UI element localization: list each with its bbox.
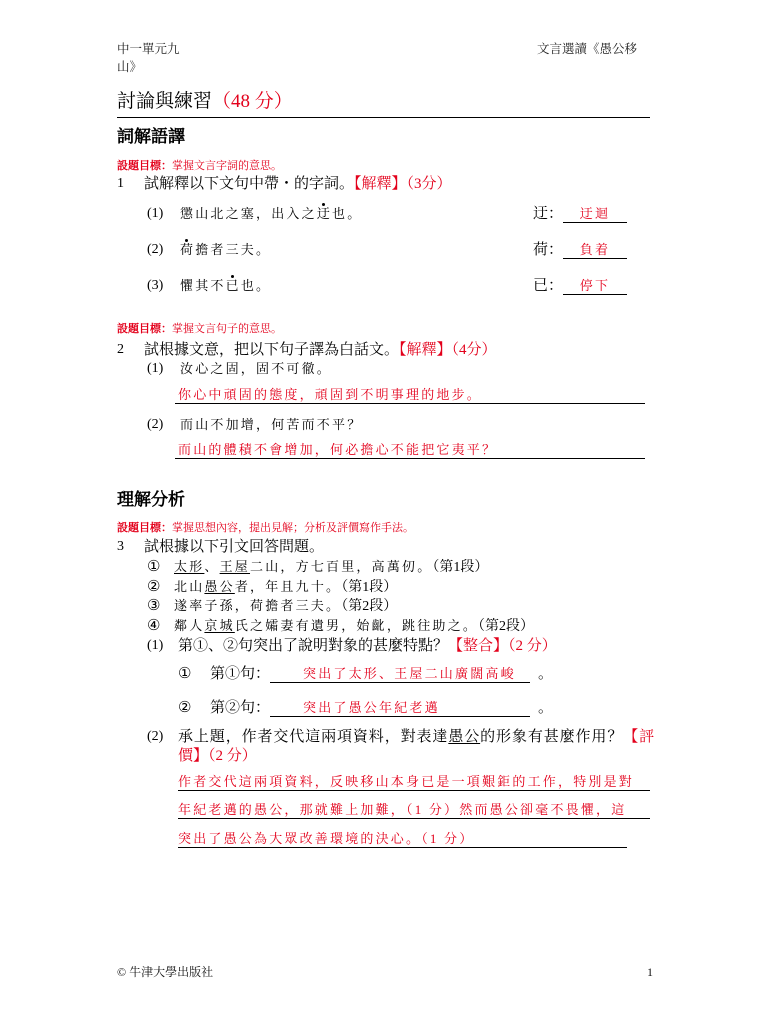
answer-end-mark: 。	[538, 700, 554, 716]
q1-goal-text: 掌握文言字詞的意思。	[172, 160, 282, 172]
q1-number: 1	[117, 176, 124, 191]
quote-segment: 者，年且九十。	[234, 579, 342, 594]
q3-sub1-answer: 突出了愚公年紀老邁	[270, 699, 530, 717]
sentence-post: 也。	[240, 278, 272, 293]
q2-item-sentence: 而山不加增，何苦而不平？	[180, 417, 363, 432]
q1-prompt	[144, 175, 452, 193]
q1-item-term: 迂：	[533, 206, 564, 222]
quote-segment: 氏之孀妻有遺男，始齔，跳往助之。	[234, 618, 479, 633]
underlined-term: 愚公	[204, 579, 235, 594]
q3-sub2-answer-line: 作者交代這兩項資料，反映移山本身已是一項艱鉅的工作，特別是對	[178, 773, 650, 791]
sentence-pre: 懼其不	[180, 278, 226, 293]
q2-item-number: (1)	[147, 361, 164, 376]
dotted-character: 迂	[316, 206, 333, 221]
q2-goal-text: 掌握文言句子的意思。	[172, 323, 282, 335]
answer-marker: ②	[178, 700, 192, 716]
q2-item-sentence: 汝心之固，固不可徹。	[180, 361, 333, 376]
q1-item-answer: 停下	[563, 277, 627, 295]
answer-label: 第①句：	[210, 666, 271, 682]
q2-item-answer: 你心中頑固的態度，頑固到不明事理的地步。	[175, 386, 645, 404]
header-unit: 中一單元九	[117, 42, 180, 56]
footer-copyright: © 牛津大學出版社	[117, 965, 214, 979]
dotted-character: 荷	[180, 242, 196, 257]
q2-goal-label: 設題目標：	[117, 323, 172, 335]
underlined-term: 愚公	[448, 729, 481, 745]
q1-goal-label: 設題目標：	[117, 160, 172, 172]
q1-item-term: 已：	[533, 278, 564, 294]
q3-sub2-answer-line: 年紀老邁的愚公，那就難上加難，（1 分）然而愚公卻毫不畏懼，這	[178, 801, 650, 819]
q3-sub1-prompt	[178, 637, 557, 655]
dotted-character: 已	[225, 278, 241, 293]
quote-segment: 二山，方七百里，高萬仞。	[250, 559, 433, 574]
page-title	[117, 91, 293, 113]
q3-prompt: 試根據以下引文回答問題。	[144, 539, 325, 555]
q1-item-number: (3)	[147, 278, 164, 293]
title-divider	[117, 117, 650, 118]
q2-prompt-text: 試根據文意，把以下句子譯為白話文。	[144, 342, 400, 358]
q1-item-number: (1)	[147, 206, 164, 221]
q3-sub1-text: 第①、②句突出了說明對象的甚麼特點？	[178, 638, 449, 654]
q2-number: 2	[117, 342, 124, 357]
quote-marker: ④	[147, 618, 161, 634]
q3-number: 3	[117, 539, 124, 554]
q2-item-number: (2)	[147, 417, 164, 432]
quote-text	[174, 578, 397, 597]
quote-source: （第1段）	[432, 560, 489, 575]
page-title-score: （48 分）	[212, 91, 293, 112]
answer-end-mark: 。	[538, 666, 554, 682]
answer-label: 第②句：	[210, 700, 271, 716]
quote-source: （第2段）	[478, 619, 535, 634]
q3-sub2-tag-continued: 價】（2 分）	[178, 748, 257, 764]
sentence-post: 也。	[332, 206, 363, 221]
q1-item-answer: 負着	[563, 241, 627, 259]
q1-tag: 【解釋】（3分）	[354, 176, 452, 192]
underlined-term: 太形	[174, 559, 205, 574]
q1-item-sentence	[180, 205, 362, 223]
q1-item-answer: 迂迴	[563, 205, 627, 223]
section-heading-vocabulary: 詞解語譯	[117, 127, 185, 146]
q3-sub1-number: (1)	[147, 638, 164, 653]
quote-marker: ③	[147, 598, 161, 614]
section-heading-analysis: 理解分析	[117, 490, 185, 509]
q1-item-number: (2)	[147, 242, 164, 257]
q1-prompt-text: 試解釋以下文句中帶・的字詞。	[144, 176, 355, 192]
quote-segment: 鄰人	[174, 618, 205, 633]
answer-marker: ①	[178, 666, 192, 682]
quote-segment: 遂率子孫，荷擔者三夫。	[174, 598, 342, 613]
quote-text	[174, 617, 534, 636]
quote-source: （第2段）	[341, 599, 398, 614]
q2-goal	[117, 323, 282, 336]
q2-tag: 【解釋】（4分）	[399, 342, 497, 358]
q3-sub1-tag: 【整合】（2 分）	[448, 638, 557, 654]
q1-item-sentence	[180, 277, 271, 295]
q2-prompt	[144, 341, 497, 359]
q1-goal	[117, 160, 282, 173]
header-unit-wrap: 山》	[117, 60, 143, 74]
q1-item-sentence	[180, 241, 271, 259]
quote-marker: ②	[147, 579, 161, 595]
q3-sub2-tag: 【評	[623, 729, 656, 745]
q3-sub1-answer: 突出了太形、王屋二山廣闊高峻	[270, 665, 530, 683]
quote-text	[174, 597, 397, 616]
underlined-term: 王屋	[219, 559, 251, 574]
quote-segment: 、	[204, 559, 220, 574]
header-topic: 文言選讀《愚公移	[537, 42, 638, 56]
sentence-post: 擔者三夫。	[195, 242, 272, 257]
sentence-pre: 懲山北之塞，出入之	[180, 206, 317, 221]
q3-sub2-prompt	[178, 728, 655, 746]
quote-source: （第1段）	[341, 580, 398, 595]
quote-marker: ①	[147, 559, 161, 575]
q3-sub2-text-post: 的形象有甚麼作用？	[480, 729, 624, 745]
q3-goal-label: 設題目標：	[117, 522, 172, 534]
q2-item-answer: 而山的體積不會增加，何必擔心不能把它夷平？	[175, 441, 645, 459]
page-number: 1	[647, 965, 653, 979]
quote-segment: 北山	[174, 579, 205, 594]
q3-sub2-text-pre: 承上題，作者交代這兩項資料，對表達	[178, 729, 449, 745]
page-title-text: 討論與練習	[117, 91, 213, 112]
q3-sub2-number: (2)	[147, 729, 164, 744]
q3-goal	[117, 522, 414, 535]
q1-item-term: 荷：	[533, 242, 564, 258]
q3-sub2-answer-line: 突出了愚公為大眾改善環境的決心。（1 分）	[178, 830, 627, 848]
quote-text	[174, 558, 488, 577]
q3-goal-text: 掌握思想內容，提出見解；分析及評價寫作手法。	[172, 522, 414, 534]
underlined-term: 京城	[204, 618, 235, 633]
